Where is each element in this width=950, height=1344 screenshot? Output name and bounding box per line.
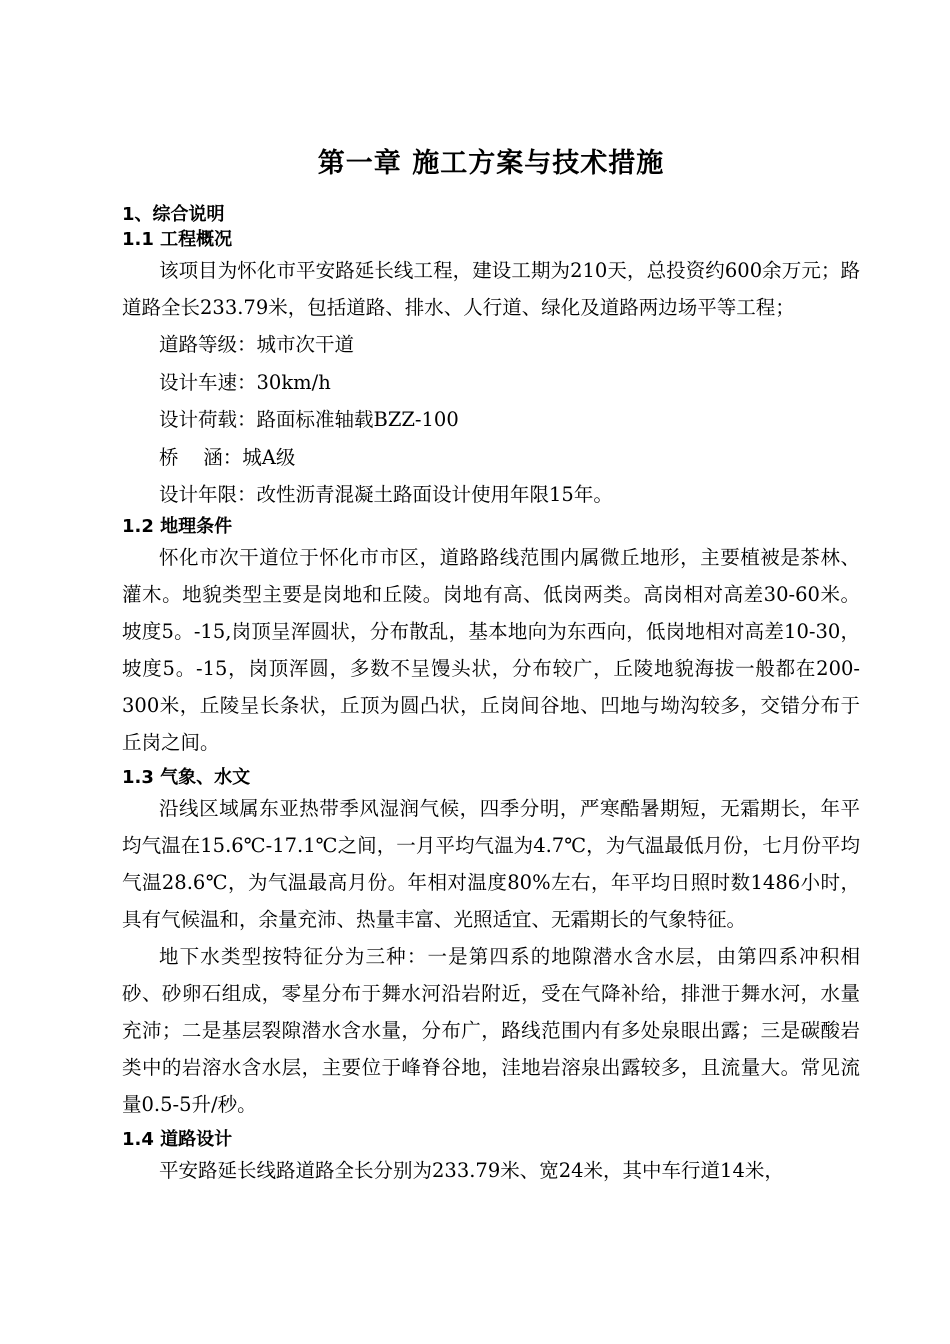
section-heading-1: 1、综合说明 — [122, 204, 225, 225]
paragraph-project-overview: 该项目为怀化市平安路延长线工程，建设工期为210天，总投资约600余万元；路道路全长233.79米，包括道路、排水、人行道、绿化及道路两边场平等工程； — [122, 259, 860, 319]
paragraph-road-design: 平安路延长线路道路全长分别为233.79米、宽24米，其中车行道14米， — [159, 1158, 784, 1182]
section-heading-1-2: 1.2 地理条件 — [122, 515, 233, 537]
section-heading-1-4: 1.4 道路设计 — [122, 1128, 233, 1150]
spec-road-grade: 道路等级：城市次干道 — [159, 333, 355, 356]
spec-design-load: 设计荷载：路面标准轴载BZZ-100 — [159, 408, 459, 431]
spec-design-life: 设计年限：改性沥青混凝土路面设计使用年限15年。 — [159, 483, 613, 506]
section-heading-1-1: 1.1 工程概况 — [122, 229, 233, 250]
section-heading-1-3: 1.3 气象、水文 — [122, 766, 251, 788]
paragraph-climate: 沿线区域属东亚热带季风湿润气候，四季分明，严寒酷暑期短，无霜期长，年平均气温在15.6℃-17.1℃之间，一月平均气温为4.7℃，为气温最低月份，七月份平均气温28.6℃，为气温最高月份。年相对温度80%左右，年平均日照时数1486小时，具有气候温和，余量充沛、热量丰富、光照适宜、无霜期长的气象特征。 — [122, 796, 860, 931]
document-body — [122, 144, 860, 1189]
paragraph-groundwater: 地下水类型按特征分为三种：一是第四系的地隙潜水含水层，由第四系冲积相砂、砂卵石组成，零星分布于舞水河沿岩附近，受在气降补给，排泄于舞水河，水量充沛；二是基层裂隙潜水含水量，分布广，路线范围内有多处泉眼出露；三是碳酸岩类中的岩溶水含水层，主要位于峰脊谷地，洼地岩溶泉出露较多，且流量大。常见流量0.5-5升/秒。 — [122, 944, 860, 1116]
paragraph-geography: 怀化市次干道位于怀化市市区，道路路线范围内属微丘地形，主要植被是茶林、灌木。地貌类型主要是岗地和丘陵。岗地有高、低岗两类。高岗相对高差30-60米。坡度5。-15,岗顶呈浑圆状，分布散乱，基本地向为东西向，低岗地相对高差10-30，坡度5。-15，岗顶浑圆，多数不呈馒头状，分布较广，丘陵地貌海拔一般都在200-300米，丘陵呈长条状，丘顶为圆凸状，丘岗间谷地、凹地与坳沟较多，交错分布于丘岗之间。 — [122, 545, 860, 754]
spec-bridge-culvert: 桥 涵：城A级 — [159, 445, 296, 469]
chapter-title: 第一章 施工方案与技术措施 — [317, 148, 665, 179]
spec-design-speed: 设计车速：30km/h — [159, 370, 331, 394]
